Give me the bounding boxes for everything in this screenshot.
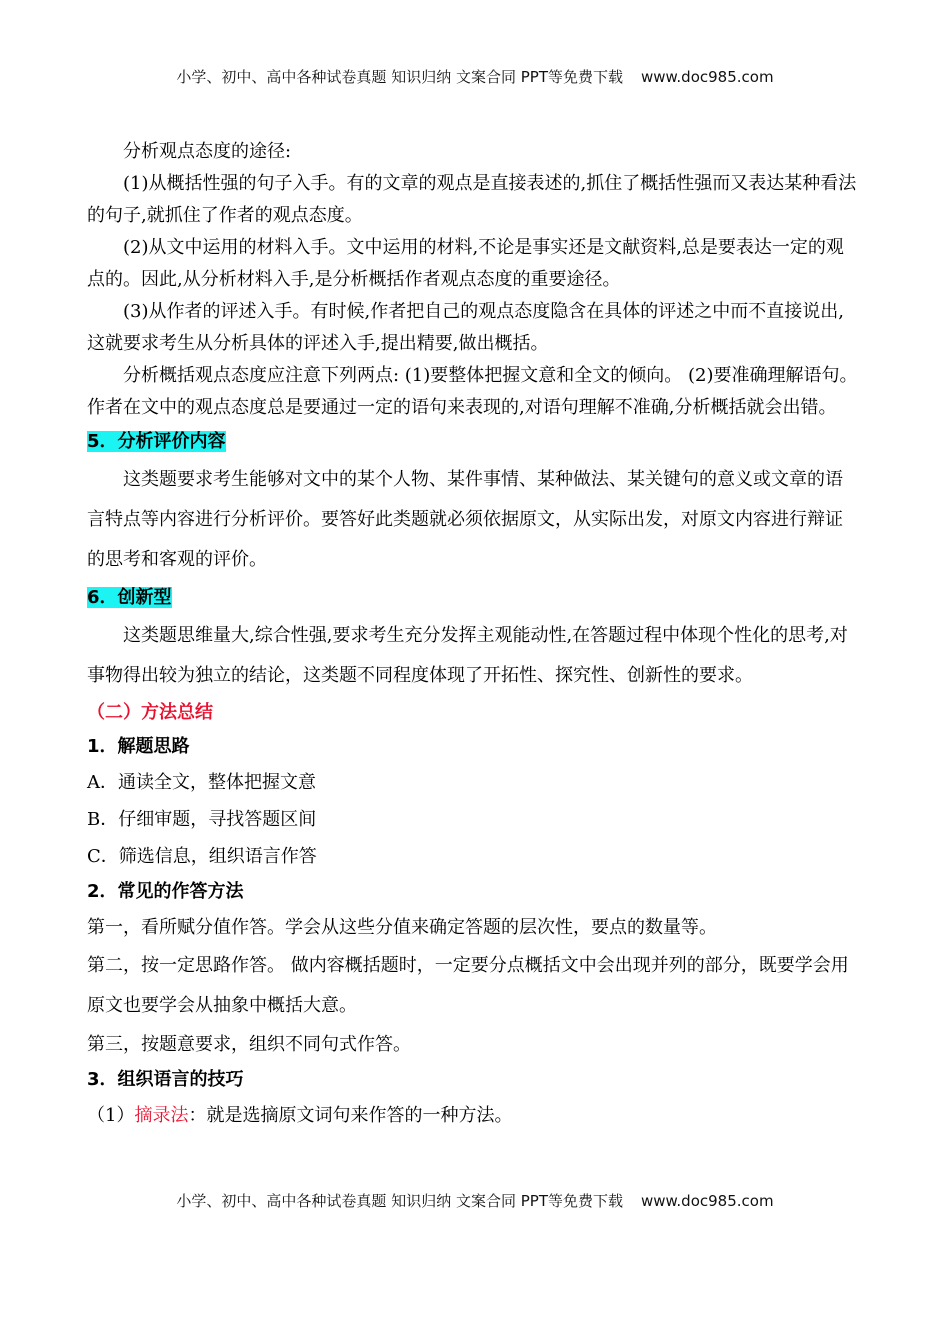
document-body <box>87 136 860 1134</box>
header-site[interactable]: www.doc985.com <box>640 68 774 86</box>
paragraph-approaches-intro: 分析观点态度的途径: <box>123 141 292 162</box>
analyze-evaluate-section <box>87 460 860 580</box>
page-footer <box>0 1190 950 1211</box>
footer-site[interactable]: www.doc985.com <box>640 1192 774 1210</box>
heading-innovative <box>87 583 860 613</box>
footer-text: 小学、初中、高中各种试卷真题 知识归纳 文案合同 PPT等免费下载 <box>176 1192 623 1210</box>
section-method-summary: （二）方法总结 <box>87 702 213 723</box>
method-2: 第二，按一定思路作答。 做内容概括题时，一定要分点概括文中会出现并列的部分，既要学会用原文也要学会从抽象中概括大意。 <box>87 955 849 1016</box>
header-text: 小学、初中、高中各种试卷真题 知识归纳 文案合同 PPT等免费下载 <box>176 68 623 86</box>
method-3: 第三，按题意要求，组织不同句式作答。 <box>87 1034 411 1055</box>
list-item-a: A．通读全文，整体把握文意 <box>87 772 316 793</box>
page-header <box>0 66 950 87</box>
paragraph-approach-3: (3)从作者的评述入手。有时候,作者把自己的观点态度隐含在具体的评述之中而不直接说出,这就要求考生从分析具体的评述入手,提出精要,做出概括。 <box>87 301 844 354</box>
technique-1-number: （1） <box>87 1105 135 1126</box>
paragraph-approach-1: (1)从概括性强的句子入手。有的文章的观点是直接表述的,抓住了概括性强而又表达某种看法的句子,就抓住了作者的观点态度。 <box>87 173 857 226</box>
heading-6-text: 6．创新型 <box>87 587 172 608</box>
heading-5-text: 5．分析评价内容 <box>87 431 226 452</box>
list-item-b: B．仔细审题，寻找答题区间 <box>87 809 317 830</box>
heading-analyze-evaluate <box>87 427 860 457</box>
paragraph-analyze-evaluate: 这类题要求考生能够对文中的某个人物、某件事情、某种做法、某关键句的意义或文章的语言特点等内容进行分析评价。要答好此类题就必须依据原文，从实际出发，对原文内容进行辩证的思考和客观的评价。 <box>87 469 843 570</box>
paragraph-approach-2: (2)从文中运用的材料入手。文中运用的材料,不论是事实还是文献资料,总是要表达一定的观点的。因此,从分析材料入手,是分析概括作者观点态度的重要途径。 <box>87 237 844 290</box>
list-item-c: C．筛选信息，组织语言作答 <box>87 846 317 867</box>
viewpoint-section <box>87 136 860 424</box>
technique-1 <box>87 1097 860 1134</box>
technique-1-term: 摘录法 <box>134 1105 189 1126</box>
innovative-section <box>87 616 860 696</box>
paragraph-notes: 分析概括观点态度应注意下列两点: (1)要整体把握文意和全文的倾向。 (2)要准确理解语句。作者在文中的观点态度总是要通过一定的语句来表现的,对语句理解不准确,分析概括就会出错。 <box>87 365 858 418</box>
technique-1-desc: ：就是选摘原文词句来作答的一种方法。 <box>188 1105 513 1126</box>
heading-solving-approach: 1．解题思路 <box>87 736 190 757</box>
heading-answer-methods: 2．常见的作答方法 <box>87 881 244 902</box>
paragraph-innovative: 这类题思维量大,综合性强,要求考生充分发挥主观能动性,在答题过程中体现个性化的思考,对事物得出较为独立的结论，这类题不同程度体现了开拓性、探究性、创新性的要求。 <box>87 625 848 686</box>
method-1: 第一，看所赋分值作答。学会从这些分值来确定答题的层次性，要点的数量等。 <box>87 917 717 938</box>
heading-language-skills: 3．组织语言的技巧 <box>87 1069 244 1090</box>
